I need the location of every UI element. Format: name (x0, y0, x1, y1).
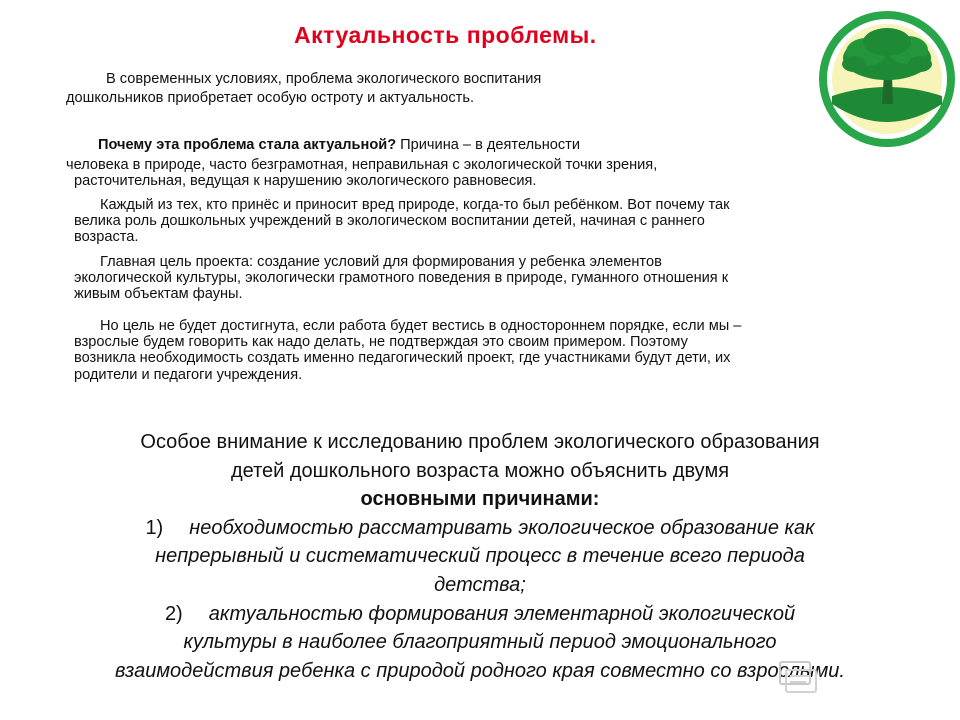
page-title: Актуальность проблемы. (294, 22, 597, 48)
child-role-paragraph (74, 197, 730, 246)
why-question: Почему эта проблема стала актуальной? (98, 137, 397, 153)
why-paragraph (66, 137, 657, 190)
why-line: расточительная, ведущая к нарушению экологического равновесия. (74, 173, 537, 190)
intro-line: В современных условиях, проблема экологического воспитания (106, 71, 542, 87)
reason-2-text: актуальностью формирования элементарной экологической (208, 602, 796, 625)
intro-paragraph (66, 71, 541, 106)
presentation-watermark-icon (776, 656, 818, 698)
intro-line: дошкольников приобретает особую остроту и актуальность. (66, 90, 475, 107)
cooperation-line: взрослые будем говорить как надо делать, не подтверждая это своим примером. Поэтому (74, 334, 688, 351)
reason-2-line-1 (0, 600, 960, 629)
reason-2-line: культуры в наиболее благоприятный период эмоционального (183, 631, 777, 654)
child-role-line: велика роль дошкольных учреждений в экологическом воспитании детей, начиная с раннего (74, 213, 705, 230)
reason-2-number: 2) (164, 602, 183, 625)
why-line-1 (66, 137, 657, 153)
reason-1-number: 1) (145, 516, 164, 539)
goal-line: живым объектам фауны. (74, 286, 243, 303)
cooperation-line: возникла необходимость создать именно педагогический проект, где участниками будут дети, их (74, 350, 731, 367)
reason-1-text: необходимостью рассматривать экологическое образование как (189, 516, 815, 539)
cooperation-line: Но цель не будет достигнута, если работа будет вестись в одностороннем порядке, если мы – (100, 318, 742, 334)
goal-paragraph (74, 254, 728, 303)
reason-1-line: непрерывный и систематический процесс в течение всего периода (155, 545, 805, 568)
reasons-heading: основными причинами: (360, 488, 600, 511)
reasons-block (0, 428, 960, 685)
reason-2-line: взаимодействия ребенка с природой родного края совместно со взрослыми. (115, 659, 845, 682)
why-line: человека в природе, часто безграмотная, неправильная с экологической точки зрения, (66, 157, 658, 174)
reason-1-line: детства; (434, 573, 526, 596)
reason-1-line-1 (0, 514, 960, 543)
reasons-intro-line: детей дошкольного возраста можно объяснить двумя (230, 459, 730, 482)
child-role-line: Каждый из тех, кто принёс и приносит вред природе, когда-то был ребёнком. Вот почему так (100, 197, 730, 213)
child-role-line: возраста. (74, 229, 139, 246)
goal-line: Главная цель проекта: создание условий для формирования у ребенка элементов (100, 254, 662, 270)
cooperation-paragraph (74, 318, 741, 383)
goal-line: экологической культуры, экологически грамотного поведения в природе, гуманного отношения к (74, 270, 729, 287)
tree-logo-icon (816, 8, 958, 150)
reasons-intro-line: Особое внимание к исследованию проблем экологического образования (140, 431, 820, 453)
why-reason: Причина – в деятельности (396, 137, 581, 153)
cooperation-line: родители и педагоги учреждения. (74, 366, 303, 383)
